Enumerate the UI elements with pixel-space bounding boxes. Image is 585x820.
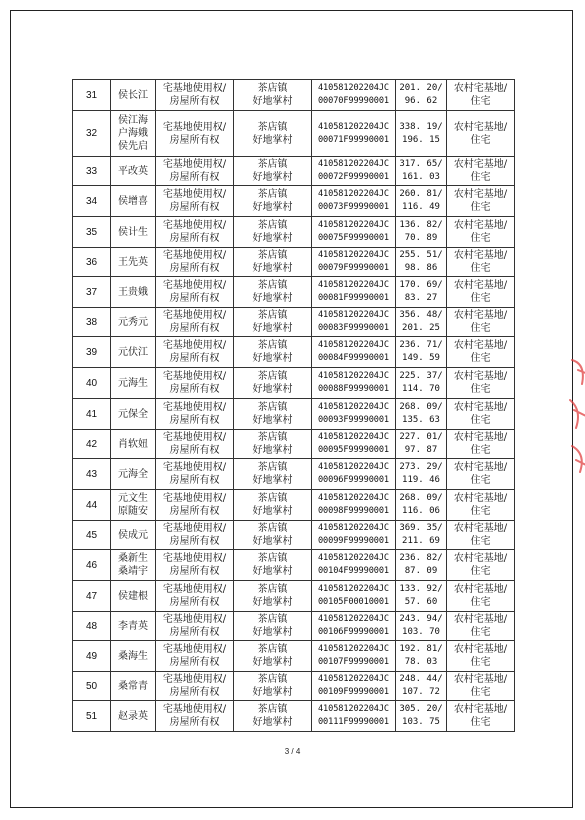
- cell-number: 48: [73, 612, 111, 641]
- cell-location: 茶店镇 好地掌村: [234, 186, 312, 217]
- cell-right-type: 宅基地使用权/ 房屋所有权: [156, 430, 234, 459]
- cell-number: 42: [73, 430, 111, 459]
- cell-owner-name: 桑新生 桑靖宇: [111, 550, 156, 581]
- table-row: [73, 672, 515, 701]
- cell-owner-name: 元保全: [111, 399, 156, 430]
- cell-unit-code: 410581202204JC 00104F99990001: [312, 550, 396, 581]
- table-row: [73, 459, 515, 490]
- cell-location: 茶店镇 好地掌村: [234, 490, 312, 521]
- cell-usage: 农村宅基地/ 住宅: [447, 337, 515, 368]
- table-row: [73, 521, 515, 550]
- cell-location: 茶店镇 好地掌村: [234, 612, 312, 641]
- cell-area: 369. 35/ 211. 69: [396, 521, 447, 550]
- cell-unit-code: 410581202204JC 00079F99990001: [312, 248, 396, 277]
- cell-location: 茶店镇 好地掌村: [234, 459, 312, 490]
- cell-owner-name: 元海生: [111, 368, 156, 399]
- cell-location: 茶店镇 好地掌村: [234, 521, 312, 550]
- cell-number: 45: [73, 521, 111, 550]
- cell-unit-code: 410581202204JC 00098F99990001: [312, 490, 396, 521]
- cell-usage: 农村宅基地/ 住宅: [447, 80, 515, 111]
- cell-area: 192. 81/ 78. 03: [396, 641, 447, 672]
- cell-unit-code: 410581202204JC 00073F99990001: [312, 186, 396, 217]
- table-row: [73, 612, 515, 641]
- cell-area: 201. 20/ 96. 62: [396, 80, 447, 111]
- cell-owner-name: 侯长江: [111, 80, 156, 111]
- cell-number: 47: [73, 581, 111, 612]
- cell-number: 36: [73, 248, 111, 277]
- cell-right-type: 宅基地使用权/ 房屋所有权: [156, 459, 234, 490]
- cell-owner-name: 平改英: [111, 157, 156, 186]
- cell-number: 43: [73, 459, 111, 490]
- cell-owner-name: 元秀元: [111, 308, 156, 337]
- cell-right-type: 宅基地使用权/ 房屋所有权: [156, 80, 234, 111]
- table-row: [73, 277, 515, 308]
- table-row: [73, 217, 515, 248]
- cell-usage: 农村宅基地/ 住宅: [447, 217, 515, 248]
- cell-location: 茶店镇 好地掌村: [234, 248, 312, 277]
- cell-area: 268. 09/ 135. 63: [396, 399, 447, 430]
- cell-right-type: 宅基地使用权/ 房屋所有权: [156, 337, 234, 368]
- cell-unit-code: 410581202204JC 00109F99990001: [312, 672, 396, 701]
- cell-location: 茶店镇 好地掌村: [234, 308, 312, 337]
- cell-usage: 农村宅基地/ 住宅: [447, 308, 515, 337]
- table-row: [73, 111, 515, 157]
- cell-right-type: 宅基地使用权/ 房屋所有权: [156, 581, 234, 612]
- cell-usage: 农村宅基地/ 住宅: [447, 430, 515, 459]
- cell-area: 136. 82/ 70. 89: [396, 217, 447, 248]
- cell-owner-name: 王先英: [111, 248, 156, 277]
- cell-unit-code: 410581202204JC 00071F99990001: [312, 111, 396, 157]
- cell-right-type: 宅基地使用权/ 房屋所有权: [156, 521, 234, 550]
- registration-table: [72, 79, 515, 732]
- cell-usage: 农村宅基地/ 住宅: [447, 157, 515, 186]
- cell-number: 35: [73, 217, 111, 248]
- cell-usage: 农村宅基地/ 住宅: [447, 641, 515, 672]
- table-row: [73, 550, 515, 581]
- cell-location: 茶店镇 好地掌村: [234, 399, 312, 430]
- cell-area: 133. 92/ 57. 60: [396, 581, 447, 612]
- cell-area: 260. 81/ 116. 49: [396, 186, 447, 217]
- cell-owner-name: 李青英: [111, 612, 156, 641]
- cell-number: 39: [73, 337, 111, 368]
- cell-unit-code: 410581202204JC 00072F99990001: [312, 157, 396, 186]
- cell-unit-code: 410581202204JC 00096F99990001: [312, 459, 396, 490]
- cell-owner-name: 侯成元: [111, 521, 156, 550]
- cell-area: 170. 69/ 83. 27: [396, 277, 447, 308]
- cell-area: 236. 71/ 149. 59: [396, 337, 447, 368]
- cell-number: 49: [73, 641, 111, 672]
- cell-location: 茶店镇 好地掌村: [234, 581, 312, 612]
- cell-owner-name: 侯建根: [111, 581, 156, 612]
- cell-owner-name: 肖软妞: [111, 430, 156, 459]
- cell-right-type: 宅基地使用权/ 房屋所有权: [156, 217, 234, 248]
- cell-right-type: 宅基地使用权/ 房屋所有权: [156, 186, 234, 217]
- page-number: 3 / 4: [284, 747, 301, 756]
- cell-usage: 农村宅基地/ 住宅: [447, 701, 515, 732]
- table-row: [73, 80, 515, 111]
- cell-area: 338. 19/ 196. 15: [396, 111, 447, 157]
- cell-usage: 农村宅基地/ 住宅: [447, 612, 515, 641]
- cell-number: 46: [73, 550, 111, 581]
- table-row: [73, 248, 515, 277]
- cell-usage: 农村宅基地/ 住宅: [447, 368, 515, 399]
- cell-unit-code: 410581202204JC 00111F99990001: [312, 701, 396, 732]
- cell-right-type: 宅基地使用权/ 房屋所有权: [156, 490, 234, 521]
- cell-right-type: 宅基地使用权/ 房屋所有权: [156, 701, 234, 732]
- cell-usage: 农村宅基地/ 住宅: [447, 550, 515, 581]
- cell-area: 236. 82/ 87. 09: [396, 550, 447, 581]
- cell-owner-name: 元伏江: [111, 337, 156, 368]
- table-row: [73, 368, 515, 399]
- cell-right-type: 宅基地使用权/ 房屋所有权: [156, 672, 234, 701]
- cell-unit-code: 410581202204JC 00105F00010001: [312, 581, 396, 612]
- cell-right-type: 宅基地使用权/ 房屋所有权: [156, 641, 234, 672]
- cell-number: 33: [73, 157, 111, 186]
- table-row: [73, 337, 515, 368]
- cell-location: 茶店镇 好地掌村: [234, 157, 312, 186]
- cell-owner-name: 王贵娥: [111, 277, 156, 308]
- table-body: [73, 80, 515, 732]
- cell-unit-code: 410581202204JC 00106F99990001: [312, 612, 396, 641]
- cell-right-type: 宅基地使用权/ 房屋所有权: [156, 399, 234, 430]
- cell-usage: 农村宅基地/ 住宅: [447, 672, 515, 701]
- cell-area: 225. 37/ 114. 70: [396, 368, 447, 399]
- cell-location: 茶店镇 好地掌村: [234, 368, 312, 399]
- cell-unit-code: 410581202204JC 00084F99990001: [312, 337, 396, 368]
- cell-location: 茶店镇 好地掌村: [234, 430, 312, 459]
- table-row: [73, 157, 515, 186]
- cell-right-type: 宅基地使用权/ 房屋所有权: [156, 277, 234, 308]
- cell-location: 茶店镇 好地掌村: [234, 550, 312, 581]
- cell-right-type: 宅基地使用权/ 房屋所有权: [156, 612, 234, 641]
- cell-area: 248. 44/ 107. 72: [396, 672, 447, 701]
- cell-owner-name: 赵录英: [111, 701, 156, 732]
- cell-usage: 农村宅基地/ 住宅: [447, 521, 515, 550]
- table-row: [73, 186, 515, 217]
- cell-area: 305. 20/ 103. 75: [396, 701, 447, 732]
- table-row: [73, 581, 515, 612]
- cell-unit-code: 410581202204JC 00088F99990001: [312, 368, 396, 399]
- cell-area: 255. 51/ 98. 86: [396, 248, 447, 277]
- cell-usage: 农村宅基地/ 住宅: [447, 248, 515, 277]
- cell-owner-name: 元海全: [111, 459, 156, 490]
- cell-area: 268. 09/ 116. 06: [396, 490, 447, 521]
- cell-unit-code: 410581202204JC 00083F99990001: [312, 308, 396, 337]
- cell-area: 356. 48/ 201. 25: [396, 308, 447, 337]
- cell-location: 茶店镇 好地掌村: [234, 111, 312, 157]
- table-row: [73, 399, 515, 430]
- cell-number: 40: [73, 368, 111, 399]
- cell-right-type: 宅基地使用权/ 房屋所有权: [156, 308, 234, 337]
- cell-unit-code: 410581202204JC 00095F99990001: [312, 430, 396, 459]
- cell-number: 34: [73, 186, 111, 217]
- cell-usage: 农村宅基地/ 住宅: [447, 581, 515, 612]
- cell-unit-code: 410581202204JC 00099F99990001: [312, 521, 396, 550]
- table-row: [73, 701, 515, 732]
- cell-number: 32: [73, 111, 111, 157]
- cell-area: 317. 65/ 161. 03: [396, 157, 447, 186]
- cell-owner-name: 桑海生: [111, 641, 156, 672]
- table-row: [73, 430, 515, 459]
- cell-unit-code: 410581202204JC 00070F99990001: [312, 80, 396, 111]
- cell-number: 37: [73, 277, 111, 308]
- cell-usage: 农村宅基地/ 住宅: [447, 459, 515, 490]
- cell-owner-name: 侯江海 户海娥 侯先启: [111, 111, 156, 157]
- table-row: [73, 308, 515, 337]
- cell-location: 茶店镇 好地掌村: [234, 277, 312, 308]
- cell-unit-code: 410581202204JC 00075F99990001: [312, 217, 396, 248]
- cell-right-type: 宅基地使用权/ 房屋所有权: [156, 550, 234, 581]
- cell-right-type: 宅基地使用权/ 房屋所有权: [156, 248, 234, 277]
- cell-number: 31: [73, 80, 111, 111]
- table-row: [73, 641, 515, 672]
- cell-location: 茶店镇 好地掌村: [234, 641, 312, 672]
- cell-number: 50: [73, 672, 111, 701]
- cell-number: 38: [73, 308, 111, 337]
- cell-location: 茶店镇 好地掌村: [234, 701, 312, 732]
- cell-usage: 农村宅基地/ 住宅: [447, 399, 515, 430]
- cell-number: 44: [73, 490, 111, 521]
- cell-right-type: 宅基地使用权/ 房屋所有权: [156, 368, 234, 399]
- cell-location: 茶店镇 好地掌村: [234, 672, 312, 701]
- cell-usage: 农村宅基地/ 住宅: [447, 186, 515, 217]
- cell-area: 243. 94/ 103. 70: [396, 612, 447, 641]
- cell-number: 41: [73, 399, 111, 430]
- table-row: [73, 490, 515, 521]
- cell-owner-name: 侯计生: [111, 217, 156, 248]
- cell-unit-code: 410581202204JC 00093F99990001: [312, 399, 396, 430]
- cell-right-type: 宅基地使用权/ 房屋所有权: [156, 111, 234, 157]
- cell-owner-name: 元文生 原随安: [111, 490, 156, 521]
- cell-area: 227. 01/ 97. 87: [396, 430, 447, 459]
- cell-owner-name: 侯增喜: [111, 186, 156, 217]
- cell-unit-code: 410581202204JC 00107F99990001: [312, 641, 396, 672]
- cell-location: 茶店镇 好地掌村: [234, 337, 312, 368]
- cell-right-type: 宅基地使用权/ 房屋所有权: [156, 157, 234, 186]
- cell-location: 茶店镇 好地掌村: [234, 80, 312, 111]
- cell-usage: 农村宅基地/ 住宅: [447, 111, 515, 157]
- cell-area: 273. 29/ 119. 46: [396, 459, 447, 490]
- cell-location: 茶店镇 好地掌村: [234, 217, 312, 248]
- cell-usage: 农村宅基地/ 住宅: [447, 277, 515, 308]
- cell-owner-name: 桑常青: [111, 672, 156, 701]
- red-stamp-mark: [552, 350, 585, 500]
- cell-usage: 农村宅基地/ 住宅: [447, 490, 515, 521]
- cell-number: 51: [73, 701, 111, 732]
- cell-unit-code: 410581202204JC 00081F99990001: [312, 277, 396, 308]
